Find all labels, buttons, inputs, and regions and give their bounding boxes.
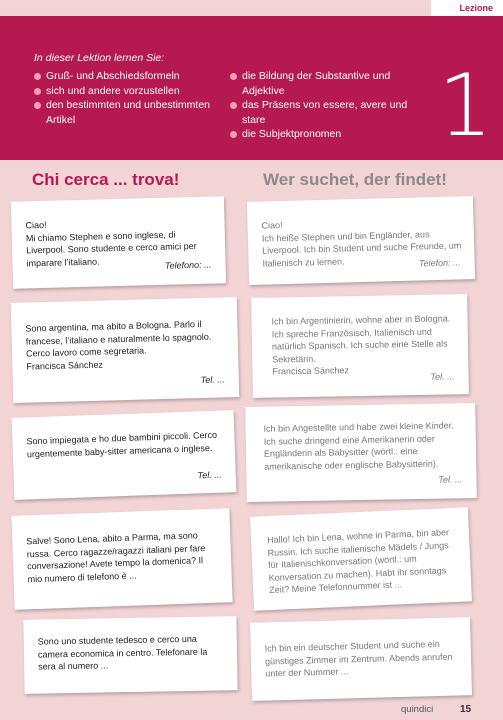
ad-card-it-3 (12, 410, 237, 500)
ad-text: Ich bin ein deutscher Student und suche ein günstiges Zimmer im Zentrum. Abends anrufen unter der Nummer ... (264, 638, 453, 679)
ad-card-it-5 (23, 616, 237, 694)
ad-text: Hallo! Ich bin Lena, wohne in Parma, bin aber Russin. Ich suche italienische Mädels / Jungs für Italienischkonversation (wörtl.: um Konversation zu machen). Habt ihr sonntags Zeit? Meine Telefonnummer ist ... (266, 527, 450, 596)
objective-item: sich und andere vorzustellen (34, 84, 224, 99)
ad-phone: Tel. ... (438, 474, 463, 485)
objectives-list-2 (230, 69, 420, 142)
objective-item: die Subjektpronomen (230, 127, 420, 142)
page-number: 15 (460, 704, 472, 715)
ad-phone: Tel. ... (430, 371, 455, 382)
objectives-list-1 (34, 69, 224, 127)
ad-text: Salve! Sono Lena, abito a Parma, ma sono russa. Cerco ragazze/ragazzi italiani per fare conversazione! Avete tempo la domenica? Il mio numero di telefono è ... (26, 530, 206, 584)
ad-card-de-3 (245, 403, 477, 502)
heading-italian: Chi cerca ... trova! (32, 170, 180, 189)
ad-phone: Tel. ... (197, 469, 222, 481)
header-bar (0, 0, 503, 16)
ad-text: Sono uno studente tedesco e cerco una camera economica in centro. Telefonare la sera al numero ... (37, 633, 208, 672)
objective-item: die Bildung der Substantive und Adjektive (230, 69, 420, 98)
ad-card-de-1 (247, 196, 475, 285)
ad-card-it-2 (11, 297, 240, 403)
ad-phone: Tel. ... (200, 374, 225, 386)
ad-text: Sono argentina, ma abito a Bologna. Parlo il francese, l’italiano e naturalmente lo spagnolo. Cerco lavoro come segretaria. Francisca Sánchez (25, 318, 212, 372)
ad-card-de-2 (251, 294, 469, 398)
ad-phone: Telefon: ... (418, 257, 461, 269)
ad-card-it-1 (11, 196, 226, 289)
lesson-tab: Lezione (431, 0, 503, 16)
ad-text: Ich bin Argentinierin, wohne aber in Bologna. Ich spreche Französisch, Italienisch und natürlich Spanisch. Ich suche eine Stelle als Sekretärin. Francisca Sánchez (271, 313, 451, 377)
objective-item: das Präsens von essere, avere und stare (230, 98, 420, 127)
ad-card-it-4 (11, 508, 232, 610)
ad-text: Ciao! Mi chiamo Stephen e sono inglese, di Liverpool. Sono studente e cerco amici per imparare l’italiano. (25, 219, 197, 268)
ad-text: Ich bin Angestellte und habe zwei kleine Kinder. Ich suche dringend eine Amerikanerin oder Engländerin als Babysitter (wörtl.: eine amerikanische oder englische Babysitterin). (263, 420, 454, 472)
lesson-banner (0, 16, 503, 160)
objective-item: Gruß- und Abschiedsformeln (34, 69, 224, 84)
banner-intro: In dieser Lektion lernen Sie: (34, 52, 165, 64)
page-word: quindici (401, 704, 434, 715)
ad-card-de-4 (250, 507, 472, 610)
lesson-number: 1 (438, 56, 493, 156)
ad-phone: Telefono: ... (164, 259, 212, 271)
ad-card-de-5 (250, 617, 472, 701)
ad-text: Ciao! Ich heiße Stephen und bin Engländer, aus Liverpool. Ich bin Student und suche Freunde, um Italienisch zu lernen. (261, 220, 462, 269)
heading-german: Wer suchet, der findet! (263, 170, 447, 189)
objective-item: den bestimmten und unbestimmten Artikel (34, 98, 224, 127)
ad-text: Sono impiegata e ho due bambini piccoli. Cerco urgentemente baby-sitter americana o inglese. (26, 429, 218, 459)
